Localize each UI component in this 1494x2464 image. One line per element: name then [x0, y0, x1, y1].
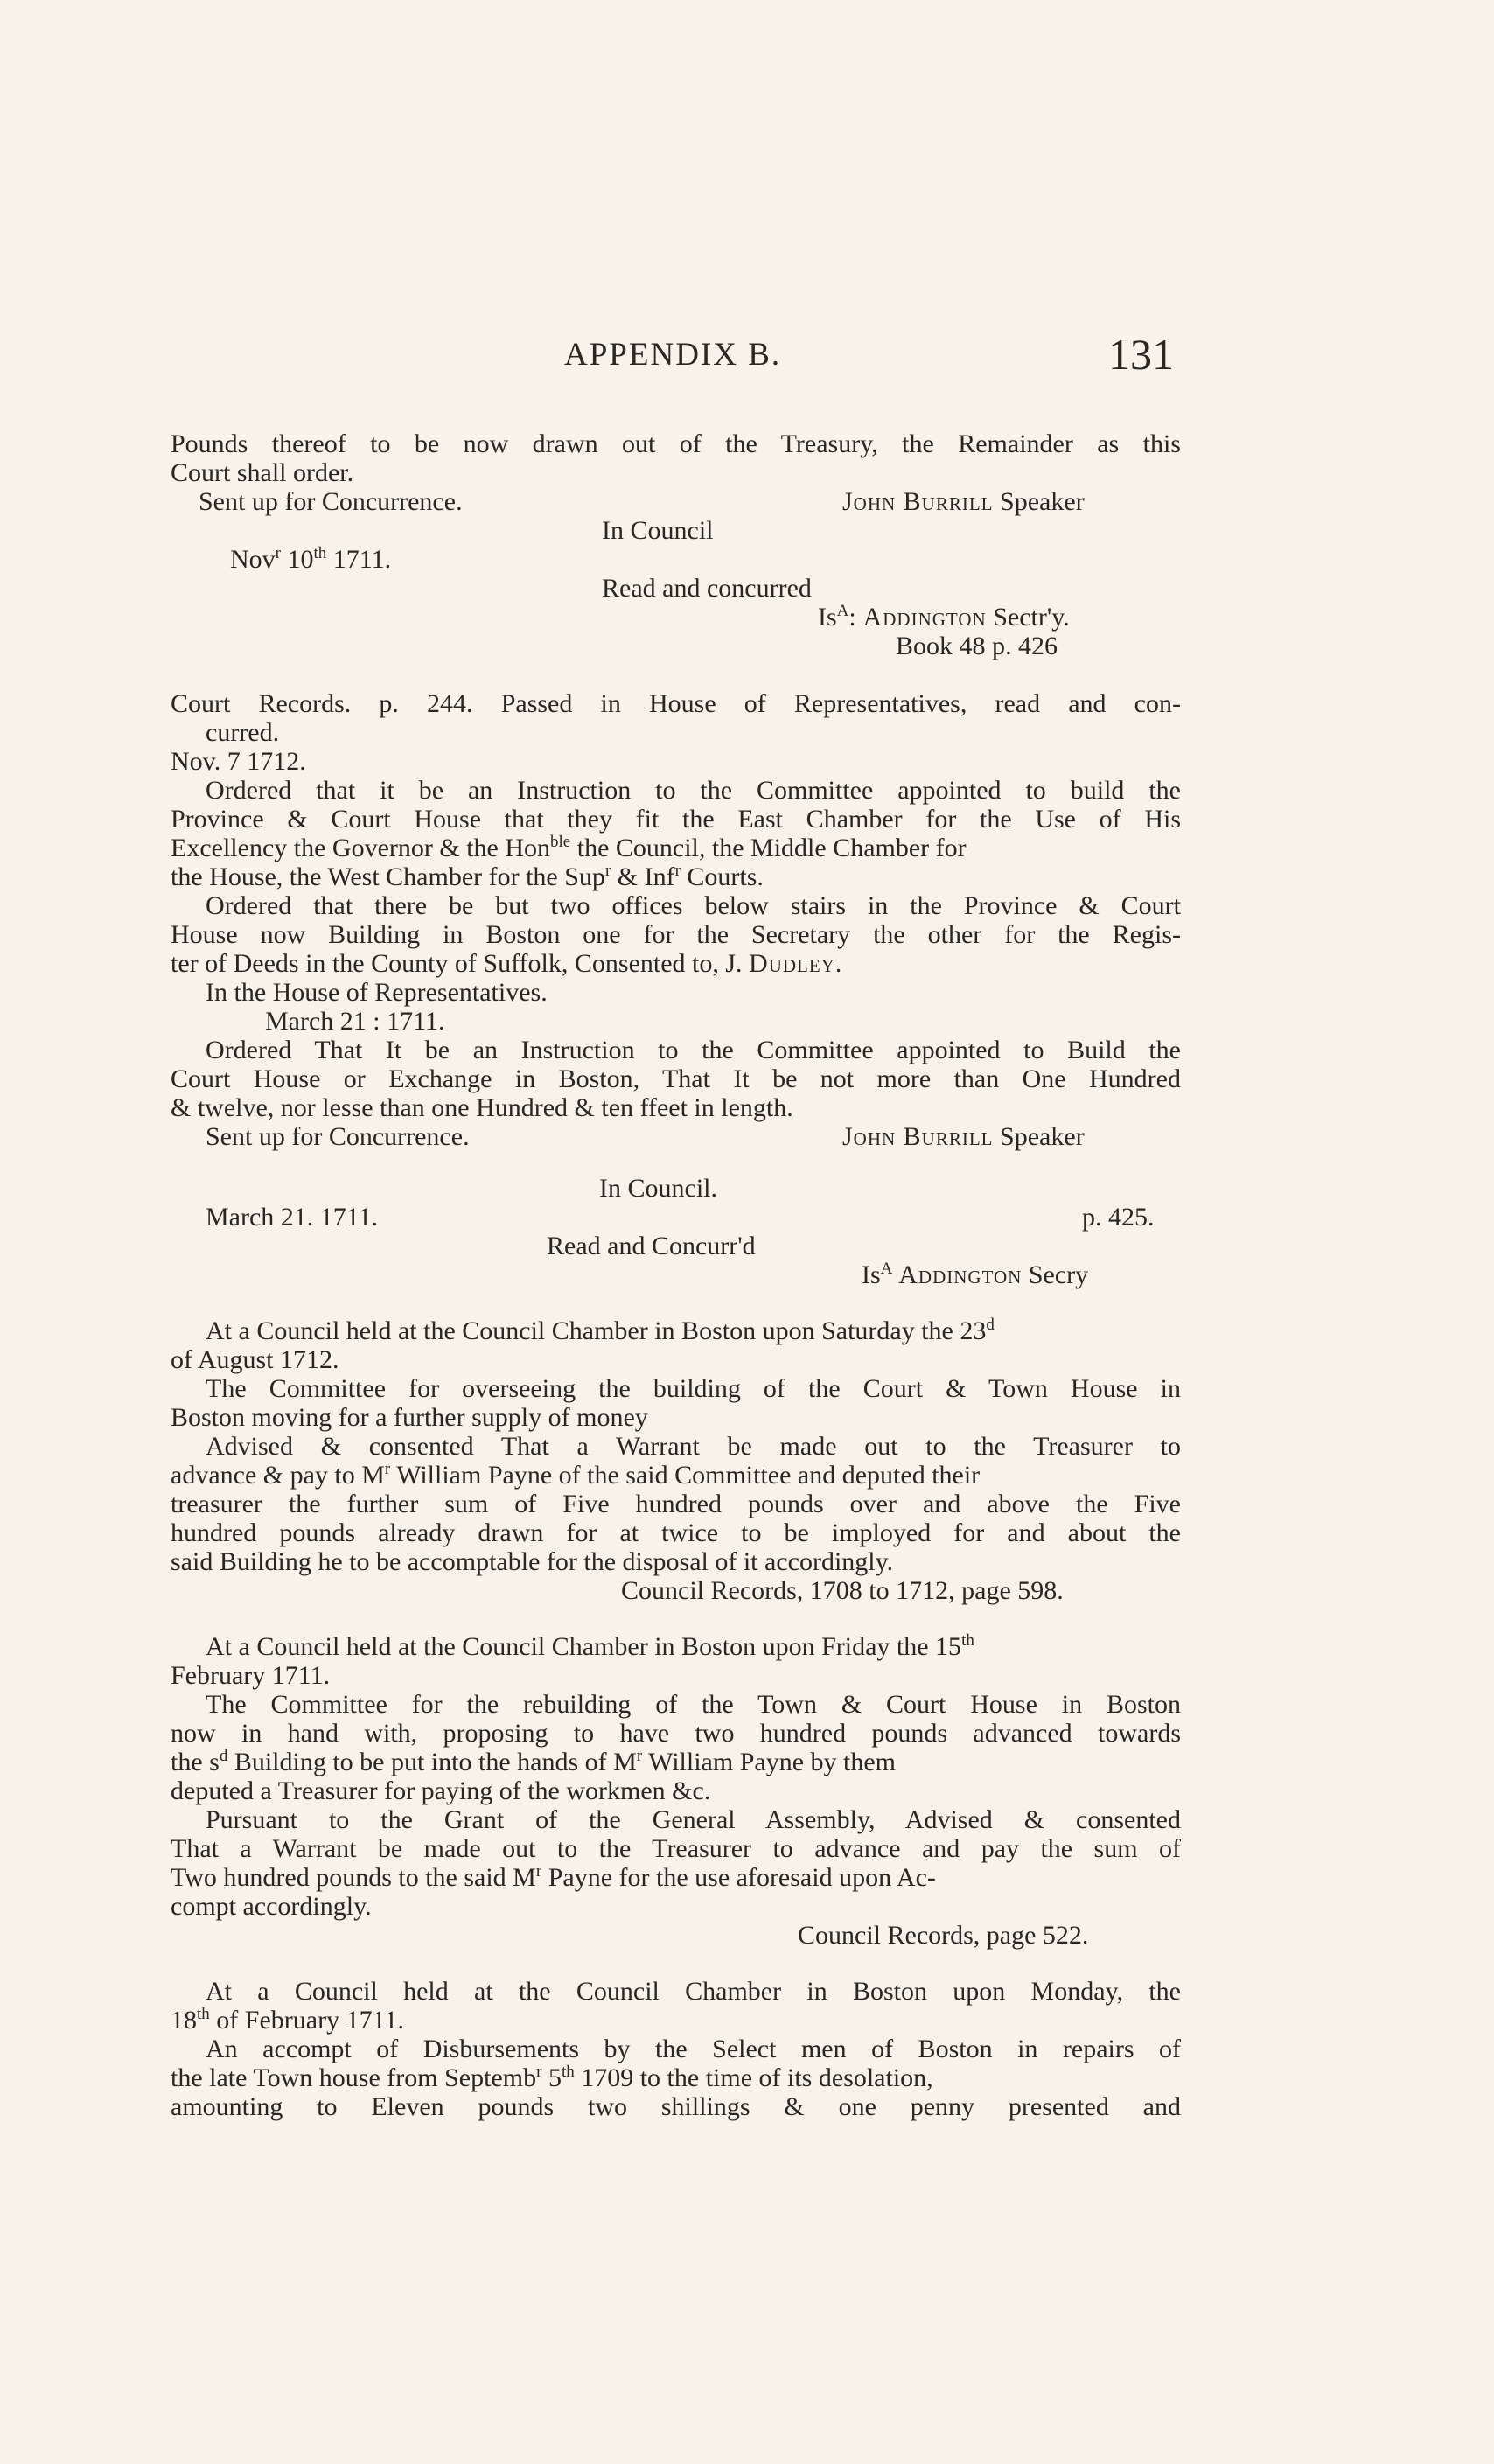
record-reference: Council Records, 1708 to 1712, page 598. — [621, 1576, 1064, 1605]
signature-speaker — [842, 487, 1085, 516]
speaker-name: John Burrill — [842, 487, 994, 516]
date-line: Nov$^r$ 10th 1711. — [230, 544, 392, 574]
record-reference: Council Records, page 522. — [798, 1921, 1089, 1950]
text-line: said Building he to be accomptable for the disposal of it accordingly. — [171, 1547, 894, 1576]
text-line: Ordered that there be but two offices below stairs in the Province & Court — [206, 891, 1181, 920]
text-line: At a Council held at the Council Chamber in Boston upon Saturday the 23$^d$ — [206, 1316, 995, 1345]
text-line: The Committee for overseeing the building of the Court & Town House in — [206, 1374, 1181, 1403]
text-line: treasurer the further sum of Five hundred pounds over and above the Five — [171, 1490, 1181, 1518]
text-line: At a Council held at the Council Chamber in Boston upon Monday, the — [206, 1977, 1181, 2006]
signature-secretary: $Is^A$: Addington Sectr'y. — [818, 602, 1070, 632]
text-line: An accompt of Disbursements by the Select men of Boston in repairs of — [206, 2035, 1181, 2063]
text-line: the House, the West Chamber for the Sup$^r$ & Inf$^r$ Courts. — [171, 862, 764, 891]
text-line: amounting to Eleven pounds two shillings & one penny presented and — [171, 2092, 1181, 2121]
text-line: That a Warrant be made out to the Treasurer to advance and pay the sum of — [171, 1834, 1181, 1863]
read-concurred: Read and concurred — [602, 574, 812, 603]
text-line: Advised & consented That a Warrant be made out to the Treasurer to — [206, 1432, 1181, 1461]
text-line: hundred pounds already drawn for at twice to be imployed for and about the — [171, 1518, 1181, 1547]
signature-secretary: $Is^A$ Addington Secry — [862, 1260, 1089, 1289]
text-line: the $s^d$ Building to be put into the hands of $M^r$ William Payne by them — [171, 1747, 897, 1776]
read-concurred: Read and Concurr'd — [547, 1232, 756, 1260]
text-line: The Committee for the rebuilding of the Town & Court House in Boston — [206, 1690, 1181, 1719]
text-line: Ordered That It be an Instruction to the Committee appointed to Build the — [206, 1036, 1181, 1064]
text-line: Ordered that it be an Instruction to the Committee appointed to build the — [206, 776, 1181, 805]
text-line: Court shall order. — [171, 458, 354, 487]
text-line: now in hand with, proposing to have two hundred pounds advanced towards — [171, 1719, 1181, 1748]
text-line: Province & Court House that they fit the East Chamber for the Use of His — [171, 805, 1181, 834]
signature-speaker: John Burrill Speaker — [842, 1122, 1085, 1151]
sent-up-note: Sent up for Concurrence. — [199, 487, 463, 516]
speaker-title: Speaker — [1000, 487, 1085, 516]
text-line: March 21 : 1711. — [265, 1007, 445, 1036]
text-line: Court House or Exchange in Boston, That It be not more than One Hundred — [171, 1064, 1181, 1093]
sent-up-note: Sent up for Concurrence. — [206, 1122, 470, 1151]
text-line: of August 1712. — [171, 1345, 339, 1374]
text-line: advance & pay to $M^r$ William Payne of the said Committee and deputed their — [171, 1460, 981, 1490]
text-line: Nov. 7 1712. — [171, 747, 306, 776]
in-council: In Council. — [599, 1174, 717, 1203]
book-reference: Book 48 p. 426 — [896, 632, 1058, 660]
text-line: & twelve, nor lesse than one Hundred & ten ffeet in length. — [171, 1093, 793, 1122]
text-line: In the House of Representatives. — [206, 978, 548, 1007]
text-line: Pounds thereof to be now drawn out of the Treasury, the Remainder as this — [171, 429, 1181, 458]
text-line: House now Building in Boston one for the Secretary the other for the Regis- — [171, 920, 1181, 949]
page-reference: p. 425. — [1082, 1203, 1155, 1232]
text-line: Two hundred pounds to the said $M^r$ Payne for the use aforesaid upon Ac- — [171, 1862, 936, 1892]
text-line: Court Records. p. 244. Passed in House of Representatives, read and con- — [171, 689, 1181, 718]
text-line: compt accordingly. — [171, 1892, 372, 1921]
text-line: deputed a Treasurer for paying of the workmen &c. — [171, 1776, 711, 1805]
text-line: Pursuant to the Grant of the General Assembly, Advised & consented — [206, 1805, 1181, 1834]
text-line: ter of Deeds in the County of Suffolk, Consented to, J. Dudley. — [171, 949, 842, 978]
text-line: Boston moving for a further supply of money — [171, 1403, 648, 1432]
text-line: the late Town house from Septemb$^r$ 5th 1709 to the time of its desolation, — [171, 2063, 933, 2092]
date-line: March 21. 1711. — [206, 1203, 379, 1232]
text-line: Excellency the Governor & the Hon$^{ble}$ the Council, the Middle Chamber for — [171, 833, 967, 862]
text-line: February 1711. — [171, 1661, 331, 1690]
text-line: At a Council held at the Council Chamber in Boston upon Friday the 15th — [206, 1631, 974, 1661]
text-line: 18th of February 1711. — [171, 2005, 404, 2035]
in-council: In Council — [602, 516, 714, 545]
text-line: curred. — [206, 718, 280, 747]
page-number: 131 — [1108, 330, 1174, 379]
running-header: APPENDIX B. — [564, 337, 782, 373]
